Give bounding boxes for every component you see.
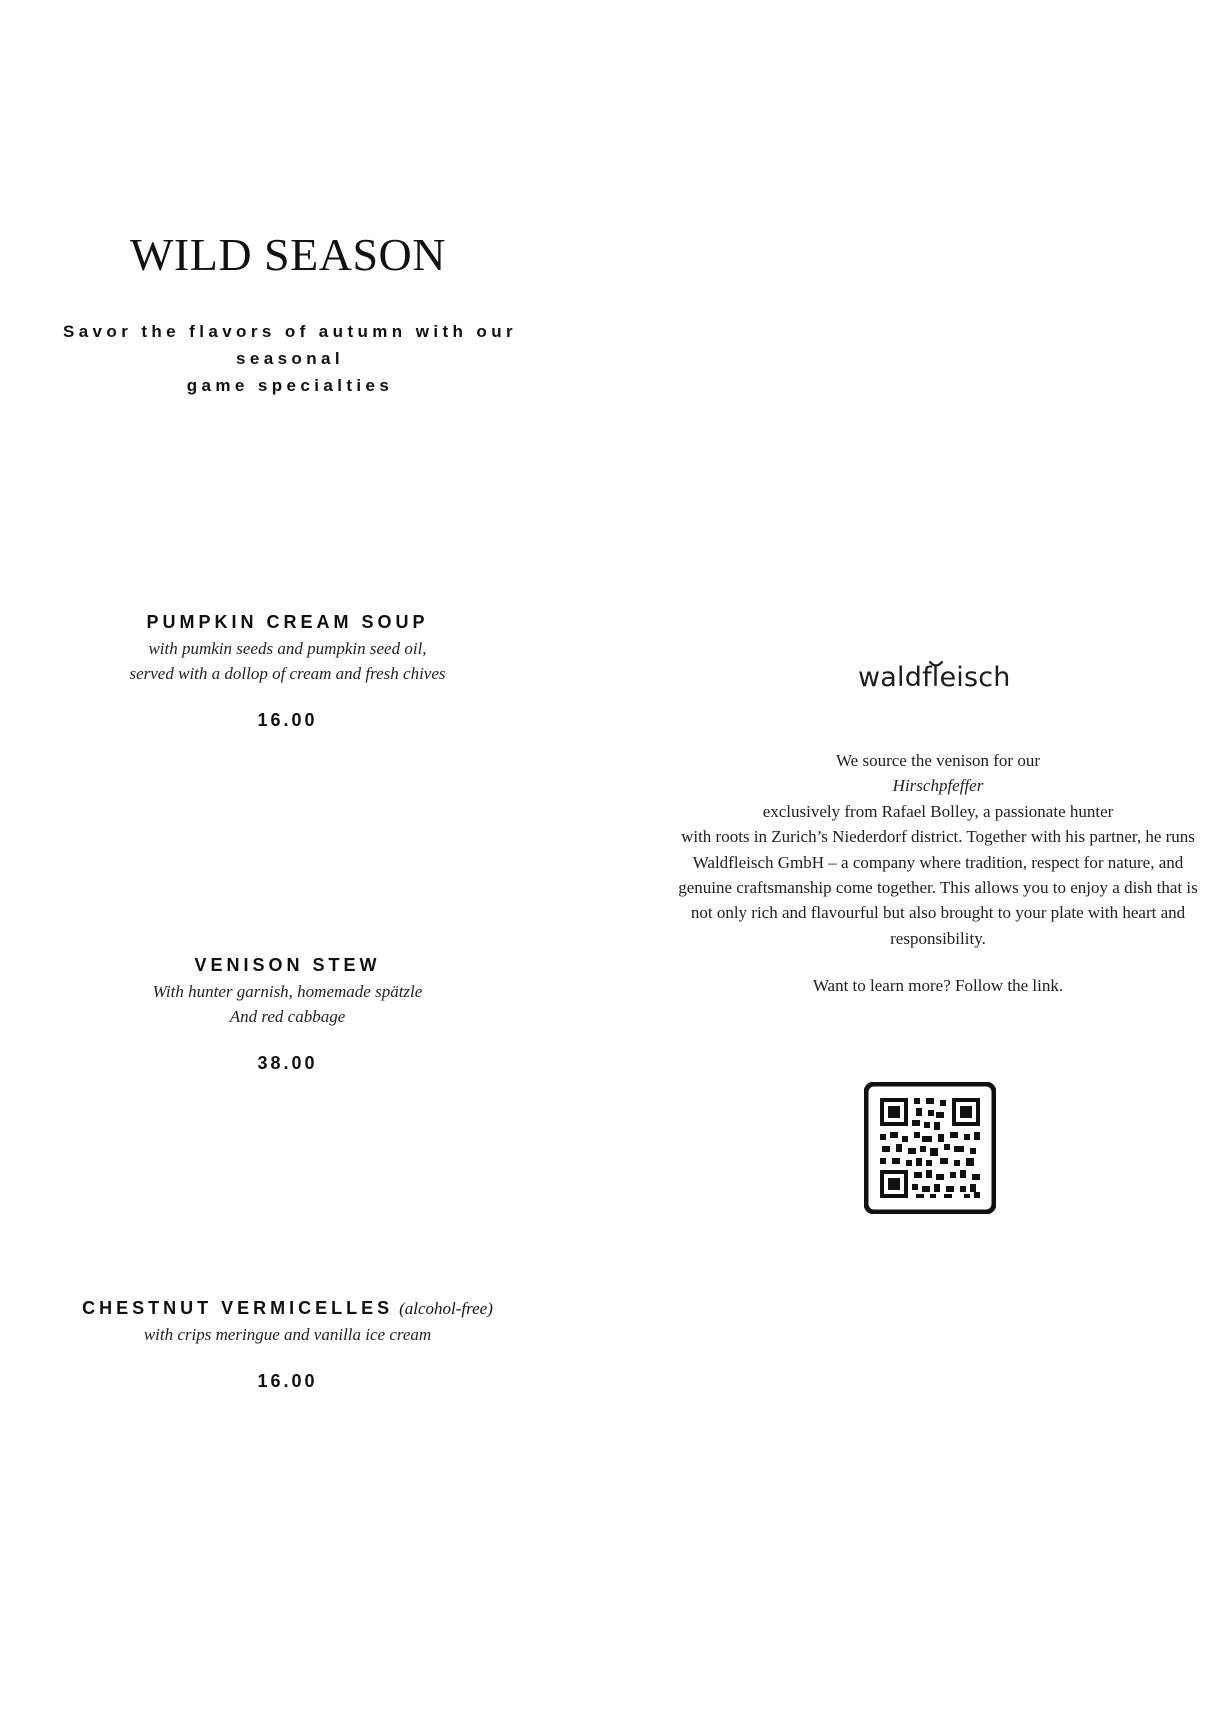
menu-item-venison-stew — [0, 955, 575, 1074]
partner-story — [668, 748, 1208, 951]
dish-name: CHESTNUT VERMICELLES — [82, 1298, 394, 1318]
subtitle-line: Savor the flavors of autumn with our seasonal — [62, 322, 518, 368]
story-dish-name: Hirschpfeffer — [892, 776, 984, 796]
page-subtitle — [20, 318, 560, 399]
story-line: responsibility. — [890, 928, 986, 948]
dish-description — [0, 979, 575, 1029]
menu-item-chestnut-vermicelles — [0, 1298, 575, 1392]
story-line — [668, 748, 1208, 799]
dish-price: 16.00 — [257, 710, 318, 730]
story-line: with roots in Zurich’s Niederdorf district. Together with his partner, he runs — [681, 827, 1195, 847]
logo-leaf-icon — [928, 659, 944, 669]
story-line: not only rich and flavourful but also brought to your plate with heart and — [690, 903, 1186, 923]
story-text: We source the venison for our — [836, 751, 1040, 770]
qr-code-icon[interactable] — [864, 1082, 996, 1214]
dish-description — [0, 1322, 575, 1347]
dish-description-line: with crips meringue and vanilla ice cream — [143, 1325, 432, 1344]
dish-note: (alcohol-free) — [399, 1299, 493, 1318]
waldfleisch-logo: waldfleisch — [858, 662, 1011, 693]
menu-item-pumpkin-soup — [0, 612, 575, 731]
dish-name: PUMPKIN CREAM SOUP — [146, 612, 429, 632]
dish-price: 16.00 — [257, 1371, 318, 1391]
story-line: exclusively from Rafael Bolley, a passionate hunter — [762, 801, 1114, 821]
dish-name-row — [0, 1298, 575, 1319]
story-line: genuine craftsmanship come together. This allows you to enjoy a dish that is — [678, 878, 1198, 898]
dish-description-line: With hunter garnish, homemade spätzle — [152, 982, 423, 1001]
learn-more-text: Want to learn more? Follow the link. — [812, 976, 1064, 995]
dish-description-line: And red cabbage — [229, 1007, 346, 1026]
dish-price: 38.00 — [257, 1053, 318, 1073]
dish-description — [0, 636, 575, 686]
dish-description-line: served with a dollop of cream and fresh chives — [129, 664, 446, 683]
story-line: Waldfleisch GmbH – a company where tradition, respect for nature, and — [692, 852, 1184, 872]
dish-description-line: with pumkin seeds and pumpkin seed oil, — [148, 639, 427, 658]
subtitle-line: game specialties — [186, 376, 394, 395]
dish-name: VENISON STEW — [194, 955, 381, 975]
page-title: WILD SEASON — [130, 229, 446, 280]
